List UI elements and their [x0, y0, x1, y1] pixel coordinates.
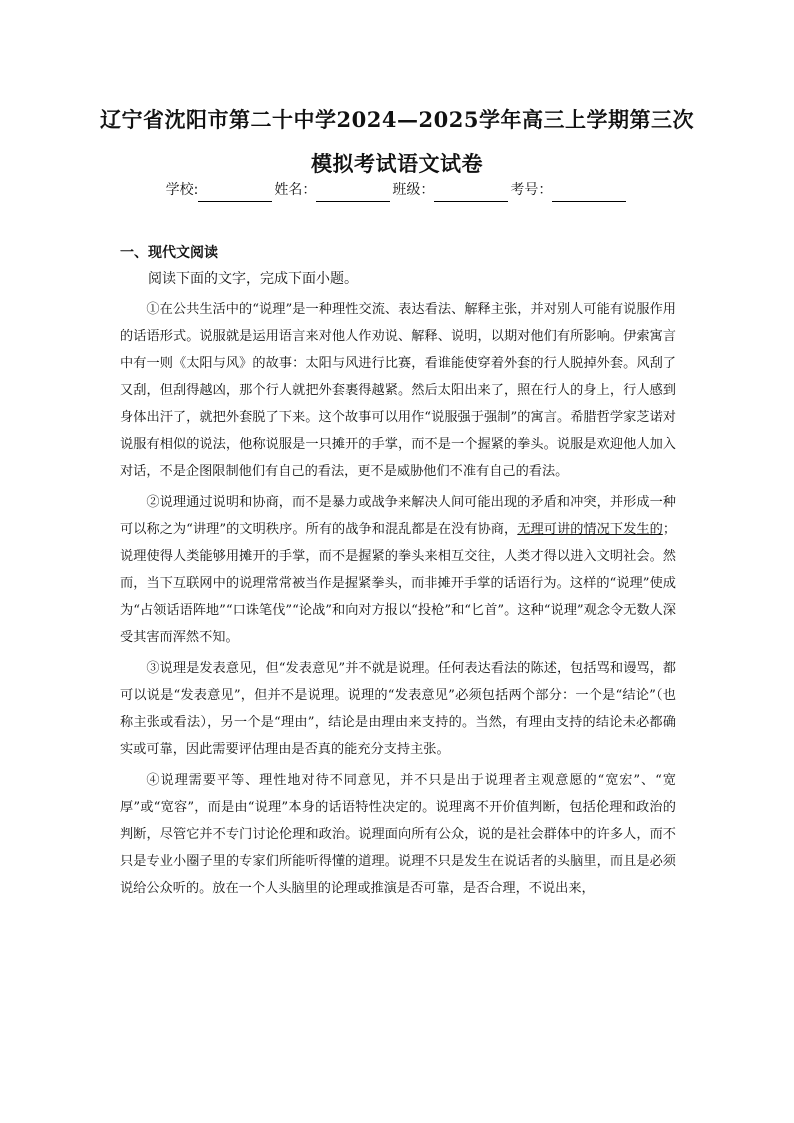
paragraph-3: ③说理是发表意见，但“发表意见”并不就是说理。任何表达看法的陈述，包括骂和谩骂，都可以说是“发表意见”，但并不是说理。说理的“发表意见”必须包括两个部分：一个是“结论”（也称主张或看法），另一个是“理由”，结论是由理由来支持的。当然，有理由支持的结论未必都确实或可靠，因此需要评估理由是否真的能充分支持主张。	[120, 661, 676, 757]
paragraph-2	[120, 489, 676, 651]
section-heading: 一、现代文阅读	[120, 245, 218, 261]
class-blank[interactable]	[434, 185, 508, 202]
student-info-line	[0, 178, 794, 202]
reading-instruction: 阅读下面的文字，完成下面小题。	[148, 271, 358, 287]
paragraph-4: ④说理需要平等、理性地对待不同意见，并不只是出于说理者主观意愿的“宽宏”、“宽厚”或“宽容”，而是由“说理”本身的话语特性决定的。说理离不开价值判断，包括伦理和政治的判断，尽管它并不专门讨论伦理和政治。说理面向所有公众，说的是社会群体中的许多人，而不只是专业小圈子里的专家们所能听得懂的道理。说理不只是发生在说话者的头脑里，而且是必须说给公众听的。放在一个人头脑里的论理或推演是否可靠，是否合理，不说出来，	[120, 773, 676, 896]
paragraph-2-part-b: ；说理使得人类能够用摊开的手掌，而不是握紧的拳头来相互交往，人类才得以进入文明社会。然而，当下互联网中的说理常常被当作是握紧拳头，而非摊开手掌的话语行为。这样的“说理”使成为“占领话语阵地”“口诛笔伐”“论战”和向对方报以“投枪”和“匕首”。这种“说理”观念令无数人深受其害而浑然不知。	[120, 522, 677, 645]
reading-passage	[120, 296, 676, 906]
name-blank[interactable]	[316, 185, 390, 202]
exam-number-blank[interactable]	[552, 185, 626, 202]
underlined-phrase: 无理可讲的情况下发生的	[517, 522, 663, 537]
exam-number-label: 考号：	[510, 182, 553, 198]
exam-title: 辽宁省沈阳市第二十中学2024—2025学年高三上学期第三次模拟考试语文试卷	[100, 107, 694, 176]
school-blank[interactable]	[198, 185, 272, 202]
school-label: 学校:	[165, 182, 199, 198]
class-label: 班级：	[392, 182, 435, 198]
paragraph-2-part-a: ②说理通过说明和协商，而不是暴力或战争来解决人间可能出现的矛盾和冲突，并形成一种可以称之为“讲理”的文明秩序。所有的战争和混乱都是在没有协商，	[120, 495, 676, 537]
name-label: 姓名：	[274, 182, 317, 198]
paragraph-1: ①在公共生活中的“说理”是一种理性交流、表达看法、解释主张，并对别人可能有说服作用的话语形式。说服就是运用语言来对他人作劝说、解释、说明，以期对他们有所影响。伊索寓言中有一则《太阳与风》的故事：太阳与风进行比赛，看谁能使穿着外套的行人脱掉外套。风刮了又刮，但刮得越凶，那个行人就把外套裹得越紧。然后太阳出来了，照在行人的身上，行人感到身体出汗了，就把外套脱了下来。这个故事可以用作“说服强于强制”的寓言。希腊哲学家芝诺对说服有相似的说法，他称说服是一只摊开的手掌，而不是一个握紧的拳头。说服是欢迎他人加入对话，不是企图限制他们有自己的看法，更不是威胁他们不准有自己的看法。	[120, 302, 676, 479]
